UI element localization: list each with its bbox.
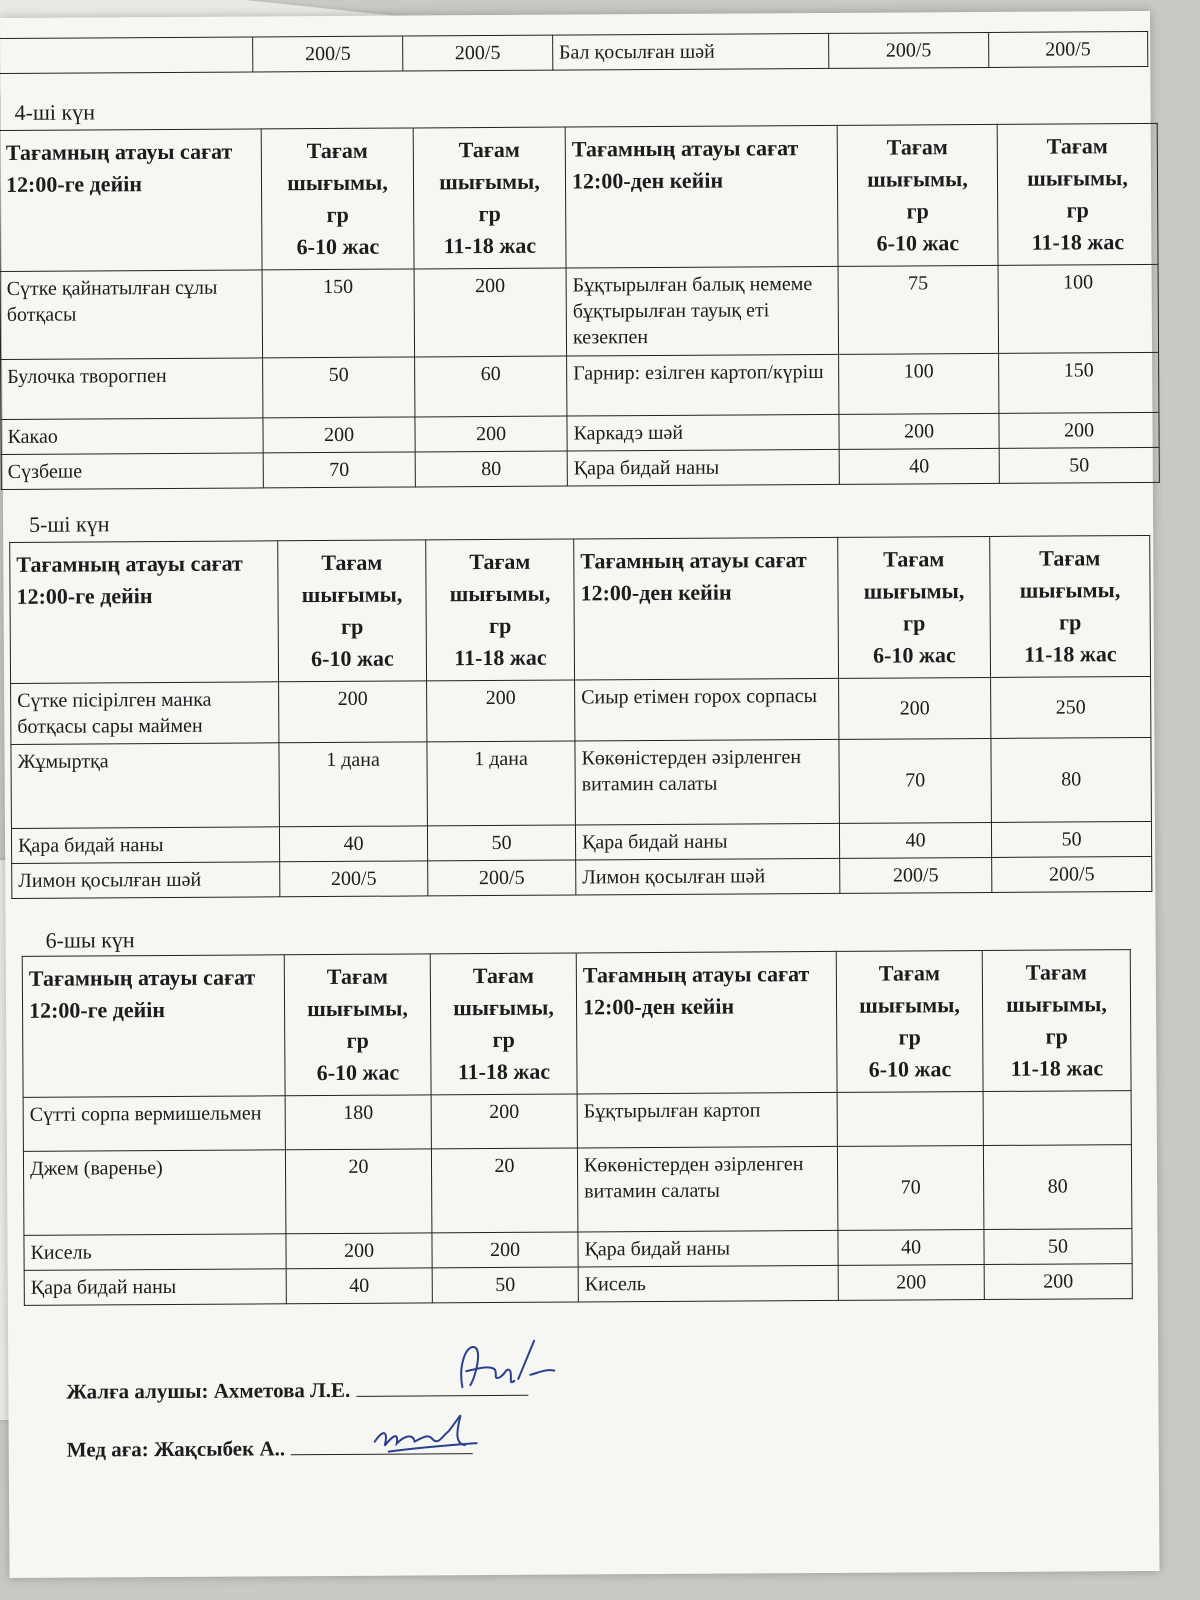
table-row xyxy=(24,1263,1132,1305)
yield-old: 200/5 xyxy=(428,860,576,896)
dish-after: Көкөністерден әзірленген витамин салаты xyxy=(575,739,840,825)
dish-before: Сүтті сорпа вермишельмен xyxy=(23,1095,285,1151)
yield-young: 200 xyxy=(279,680,427,742)
yield-young: 75 xyxy=(838,265,999,354)
dish-after: Гарнир: езілген картоп/күріш xyxy=(567,354,839,416)
medic-handwritten-signature xyxy=(369,1411,489,1462)
table-header-row xyxy=(10,535,1151,683)
yield-old: 200 xyxy=(999,412,1159,448)
yield-old: 60 xyxy=(415,356,567,417)
yield-old: 50 xyxy=(427,825,575,861)
day-5-label: 5-ші күн xyxy=(29,511,110,537)
cell-yield-young: 200/5 xyxy=(253,36,403,72)
cell-yield-old: 200/5 xyxy=(988,31,1148,67)
receiver-handwritten-signature xyxy=(448,1334,578,1399)
column-header-yield-young: Тағам шығымы, гр 6-10 жас xyxy=(261,128,414,269)
yield-young: 40 xyxy=(279,825,427,861)
yield-old: 150 xyxy=(999,352,1159,413)
dish-before: Лимон қосылған шәй xyxy=(12,861,280,898)
dish-after: Қара бидай наны xyxy=(575,823,839,860)
column-header-before-noon: Тағамның атауы сағат 12:00-ге дейін xyxy=(0,129,262,271)
yield-young: 40 xyxy=(838,1229,984,1265)
table-row xyxy=(0,264,1159,359)
column-header-yield-old: Тағам шығымы, гр 11-18 жас xyxy=(413,127,566,268)
cell-empty xyxy=(0,37,253,74)
yield-old: 50 xyxy=(999,447,1159,483)
day3-table-tail xyxy=(0,31,1148,74)
yield-young: 40 xyxy=(839,448,999,484)
yield-young: 200/5 xyxy=(840,857,992,893)
yield-old: 250 xyxy=(991,676,1151,738)
dish-after: Қара бидай наны xyxy=(578,1230,838,1267)
dish-after: Көкөністерден әзірленген витамин салаты xyxy=(577,1146,838,1232)
yield-old: 80 xyxy=(991,737,1152,822)
day-5-table xyxy=(9,535,1152,899)
column-header-yield-old: Тағам шығымы, гр 11-18 жас xyxy=(990,535,1151,677)
table-row xyxy=(11,676,1151,744)
yield-young: 150 xyxy=(262,269,415,358)
table-row xyxy=(1,447,1159,489)
day-6-table xyxy=(22,949,1133,1305)
table-header-row xyxy=(22,950,1131,1097)
day-4-table xyxy=(0,123,1160,490)
dish-before: Кисель xyxy=(24,1233,286,1270)
yield-old: 200 xyxy=(431,1094,577,1149)
yield-old xyxy=(983,1090,1131,1145)
dish-after: Кисель xyxy=(578,1265,838,1302)
column-header-yield-young: Тағам шығымы, гр 6-10 жас xyxy=(837,124,998,266)
yield-old: 200 xyxy=(432,1232,578,1268)
yield-young: 200 xyxy=(838,1264,984,1300)
yield-young: 1 дана xyxy=(279,741,428,826)
yield-old: 1 дана xyxy=(427,741,576,826)
dish-before: Қара бидай наны xyxy=(24,1268,286,1305)
column-header-before-noon: Тағамның атауы сағат 12:00-ге дейін xyxy=(22,955,285,1097)
yield-young: 180 xyxy=(285,1094,431,1149)
dish-after: Каркадэ шәй xyxy=(567,414,839,451)
yield-young: 200 xyxy=(839,677,991,739)
dish-before: Сүтке пісірілген манка ботқасы сары маймен xyxy=(11,681,279,744)
dish-after: Лимон қосылған шәй xyxy=(576,858,840,895)
yield-old: 200 xyxy=(415,416,567,452)
yield-young: 200 xyxy=(263,417,415,453)
table-row xyxy=(0,31,1148,73)
table-header-row xyxy=(0,123,1158,271)
dish-before: Булочка творогпен xyxy=(1,357,263,419)
yield-young xyxy=(837,1091,983,1146)
yield-old: 200 xyxy=(427,680,575,742)
yield-old: 50 xyxy=(432,1267,578,1303)
yield-old: 80 xyxy=(983,1144,1132,1229)
yield-old: 200 xyxy=(984,1263,1132,1299)
yield-young: 40 xyxy=(286,1267,432,1303)
dish-before: Сүтке қайнатылған сұлы ботқасы xyxy=(0,269,263,359)
column-header-yield-young: Тағам шығымы, гр 6-10 жас xyxy=(836,951,983,1092)
column-header-yield-young: Тағам шығымы, гр 6-10 жас xyxy=(838,536,991,677)
column-header-after-noon: Тағамның атауы сағат 12:00-ден кейін xyxy=(574,537,839,679)
dish-before: Сүзбеше xyxy=(1,452,263,489)
table-row xyxy=(12,856,1152,898)
day-6-label: 6-шы күн xyxy=(45,927,135,953)
table-row xyxy=(1,352,1159,419)
table-row xyxy=(23,1090,1131,1151)
yield-old: 200 xyxy=(414,268,567,357)
yield-young: 70 xyxy=(263,452,415,488)
table-row xyxy=(11,737,1151,828)
yield-old: 200/5 xyxy=(992,856,1152,892)
dish-after: Бұқтырылған картоп xyxy=(577,1092,837,1148)
column-header-yield-young: Тағам шығымы, гр 6-10 жас xyxy=(284,954,431,1095)
day-4-label: 4-ші күн xyxy=(14,99,95,125)
cell-yield-old: 200/5 xyxy=(403,35,553,71)
column-header-yield-old: Тағам шығымы, гр 11-18 жас xyxy=(426,539,575,680)
receiver-label: Жалға алушы: Ахметова Л.Е. xyxy=(66,1377,351,1404)
cell-yield-young: 200/5 xyxy=(829,32,989,68)
dish-after: Қара бидай наны xyxy=(567,449,839,486)
yield-young: 50 xyxy=(263,357,415,418)
yield-old: 100 xyxy=(998,264,1159,353)
medic-label: Мед аға: Жақсыбек А.. xyxy=(66,1436,286,1462)
column-header-yield-old: Тағам шығымы, гр 11-18 жас xyxy=(430,953,577,1094)
yield-young: 40 xyxy=(839,822,991,858)
yield-young: 200 xyxy=(286,1232,432,1268)
column-header-yield-old: Тағам шығымы, гр 11-18 жас xyxy=(997,123,1158,265)
dish-after: Сиыр етімен горох сорпасы xyxy=(575,678,839,741)
yield-young: 200 xyxy=(839,413,999,449)
yield-young: 70 xyxy=(839,738,992,823)
column-header-yield-young: Тағам шығымы, гр 6-10 жас xyxy=(278,540,427,681)
dish-before: Қара бидай наны xyxy=(11,826,279,863)
column-header-after-noon: Тағамның атауы сағат 12:00-ден кейін xyxy=(576,951,837,1093)
column-header-after-noon: Тағамның атауы сағат 12:00-ден кейін xyxy=(565,125,838,267)
dish-after: Бұқтырылған балық немеме бұқтырылған тауық еті кезекпен xyxy=(566,266,839,356)
yield-old: 50 xyxy=(984,1228,1132,1264)
dish-before: Какао xyxy=(1,417,263,454)
dish-before: Джем (варенье) xyxy=(23,1149,286,1235)
table-row xyxy=(23,1144,1131,1235)
yield-old: 50 xyxy=(991,821,1151,857)
menu-document-page xyxy=(0,11,1160,1578)
yield-young: 20 xyxy=(285,1148,432,1233)
yield-old: 20 xyxy=(431,1148,578,1233)
yield-old: 80 xyxy=(415,451,567,487)
yield-young: 200/5 xyxy=(280,860,428,896)
cell-dish-name: Бал қосылған шәй xyxy=(552,33,829,70)
column-header-yield-old: Тағам шығымы, гр 11-18 жас xyxy=(982,950,1131,1091)
yield-young: 70 xyxy=(837,1145,984,1230)
yield-young: 100 xyxy=(839,353,999,414)
column-header-before-noon: Тағамның атауы сағат 12:00-ге дейін xyxy=(10,541,279,683)
dish-before: Жұмыртқа xyxy=(11,742,280,828)
